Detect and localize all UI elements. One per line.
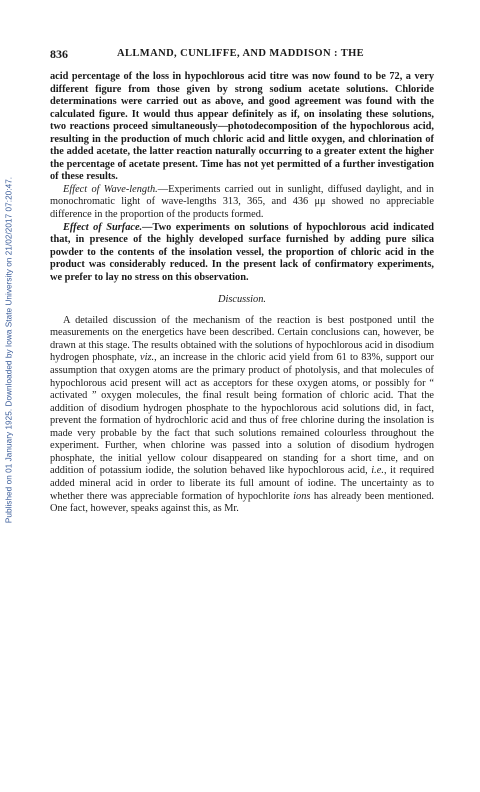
heading-wave-length: Effect of Wave-length. <box>63 183 158 195</box>
heading-surface: Effect of Surface. <box>63 221 143 233</box>
section-title-discussion: Discussion. <box>218 294 266 306</box>
discussion-text-d: has already been mentioned. One fact, however, speaks against this, as Mr. <box>50 490 434 515</box>
paragraph-surface-text: —Two experiments on solutions of hypochlorous acid indicated that, in presence of the highly developed surface furnished by adding pure silica powder to the contents of the insolation vessel, the proportion of chloric acid in the product was considerably reduced. In the present lack of confirmatory experiments, we prefer to lay no stress on this observation. <box>50 221 434 283</box>
discussion-text-c: , it required added mineral acid in order to liberate its full amount of iodine. The uncertainty as to whether there was appreciable formation of hypochlorite <box>50 465 434 502</box>
paragraph-discussion <box>50 315 434 516</box>
paragraph-wave-length <box>50 184 434 222</box>
discussion-text-b: , an increase in the chloric acid yield from 61 to 83%, support our assumption that oxygen atoms are the primary product of photolysis, and that molecules of hypochlorous acid present will act as acceptors for these oxygen atoms, or possibly for “ activated ” oxygen molecules, the final result being formation of chloric acid. That the addition of disodium hydrogen phosphate to the hypochlorous acid solutions did, in fact, prevent the formation of hydrochloric acid and thus of free chlorine during the insolation is made very probable by the fact that such solutions remained colourless throughout the experiment. Further, when chlorine was passed into a solution of disodium hydrogen phosphate, the initial yellow colour disappeared on standing for a short time, and on addition of potassium iodide, the solution behaved like hypochlorous acid, <box>50 352 434 477</box>
article-body <box>50 71 434 516</box>
discussion-text-a: A detailed discussion of the mechanism of the reaction is best postponed until the measurements on the energetics have been described. Certain conclusions can, however, be drawn at this stage. The results obtained with the solutions of hypochlorous acid in disodium hydrogen phosphate, <box>50 314 434 364</box>
discussion-ions: ions <box>293 490 311 502</box>
paragraph-wave-length-text: —Experiments carried out in sunlight, diffused daylight, and in monochromatic light of wave-lengths 313, 365, and 436 μμ showed no appreciable difference in the proportion of the products formed. <box>50 183 434 221</box>
download-notice-text: Published on 01 January 1925. Downloaded by Iowa State University on 21/02/2017 07:20:47. <box>4 176 14 524</box>
paragraph-surface <box>50 222 434 285</box>
discussion-ie: i.e. <box>371 465 384 477</box>
paragraph-continued: acid percentage of the loss in hypochlorous acid titre was now found to be 72, a very different figure from those given by strong sodium acetate solutions. Chloride determinations were carried out as above, and good agreement was found with the calculated figure. It would thus appear definitely as if, on insolating these solutions, two reactions proceed simultaneously—photodecomposition of the hypochlorous acid, resulting in the production of much chloric acid and little oxygen, and chlorination of the added acetate, the latter reaction naturally occurring to a greater extent the higher the percentage of acetate present. Time has not yet permitted of a further investigation of these results. <box>50 71 434 183</box>
running-head: ALLMAND, CUNLIFFE, AND MADDISON : THE <box>117 48 365 59</box>
discussion-viz: viz. <box>139 352 155 364</box>
page-number: 836 <box>50 47 68 61</box>
download-notice-sidebar <box>2 70 16 630</box>
